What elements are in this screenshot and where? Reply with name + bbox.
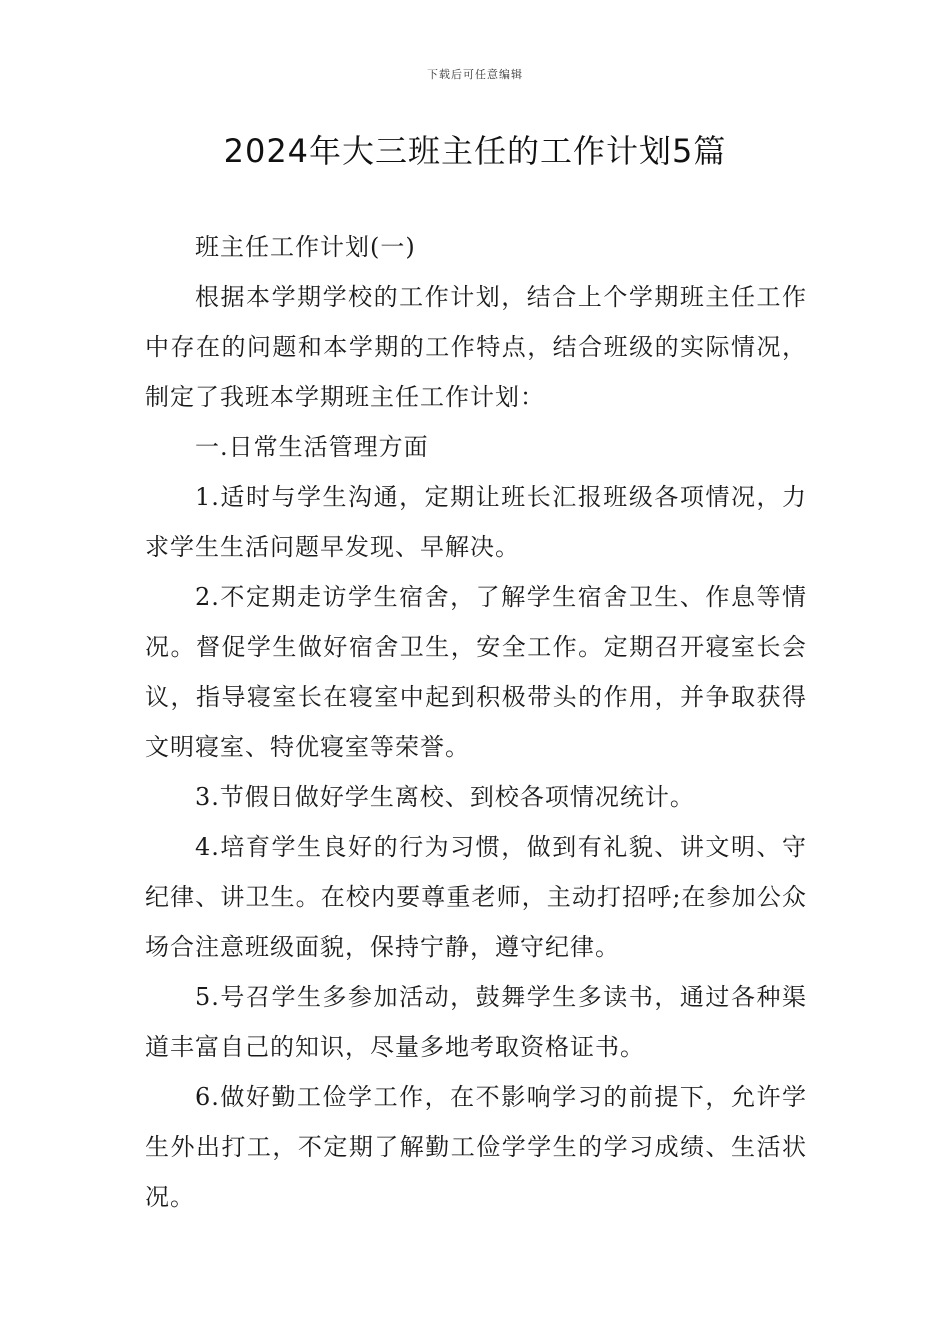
document-title: 2024年大三班主任的工作计划5篇 (223, 132, 727, 170)
list-item: 3.节假日做好学生离校、到校各项情况统计。 (195, 783, 695, 811)
list-item: 1.适时与学生沟通，定期让班长汇报班级各项情况，力求学生生活问题早发现、早解决。 (145, 483, 807, 561)
list-item: 5.号召学生多参加活动，鼓舞学生多读书，通过各种渠道丰富自己的知识，尽量多地考取资格证书。 (145, 983, 807, 1061)
list-item: 6.做好勤工俭学工作，在不影响学习的前提下，允许学生外出打工，不定期了解勤工俭学学生的学习成绩、生活状况。 (145, 1083, 807, 1211)
subsection-heading: 一.日常生活管理方面 (195, 433, 429, 461)
section-heading: 班主任工作计划(一) (195, 233, 416, 261)
list-item: 2.不定期走访学生宿舍，了解学生宿舍卫生、作息等情况。督促学生做好宿舍卫生，安全工作。定期召开寝室长会议，指导寝室长在寝室中起到积极带头的作用，并争取获得文明寝室、特优寝室等荣誉。 (145, 583, 807, 761)
list-item: 4.培育学生良好的行为习惯，做到有礼貌、讲文明、守纪律、讲卫生。在校内要尊重老师，主动打招呼;在参加公众场合注意班级面貌，保持宁静，遵守纪律。 (145, 833, 807, 961)
document-body (145, 222, 807, 1222)
intro-paragraph: 根据本学期学校的工作计划，结合上个学期班主任工作中存在的问题和本学期的工作特点，结合班级的实际情况，制定了我班本学期班主任工作计划： (145, 283, 807, 411)
header-note: 下载后可任意编辑 (427, 68, 523, 81)
